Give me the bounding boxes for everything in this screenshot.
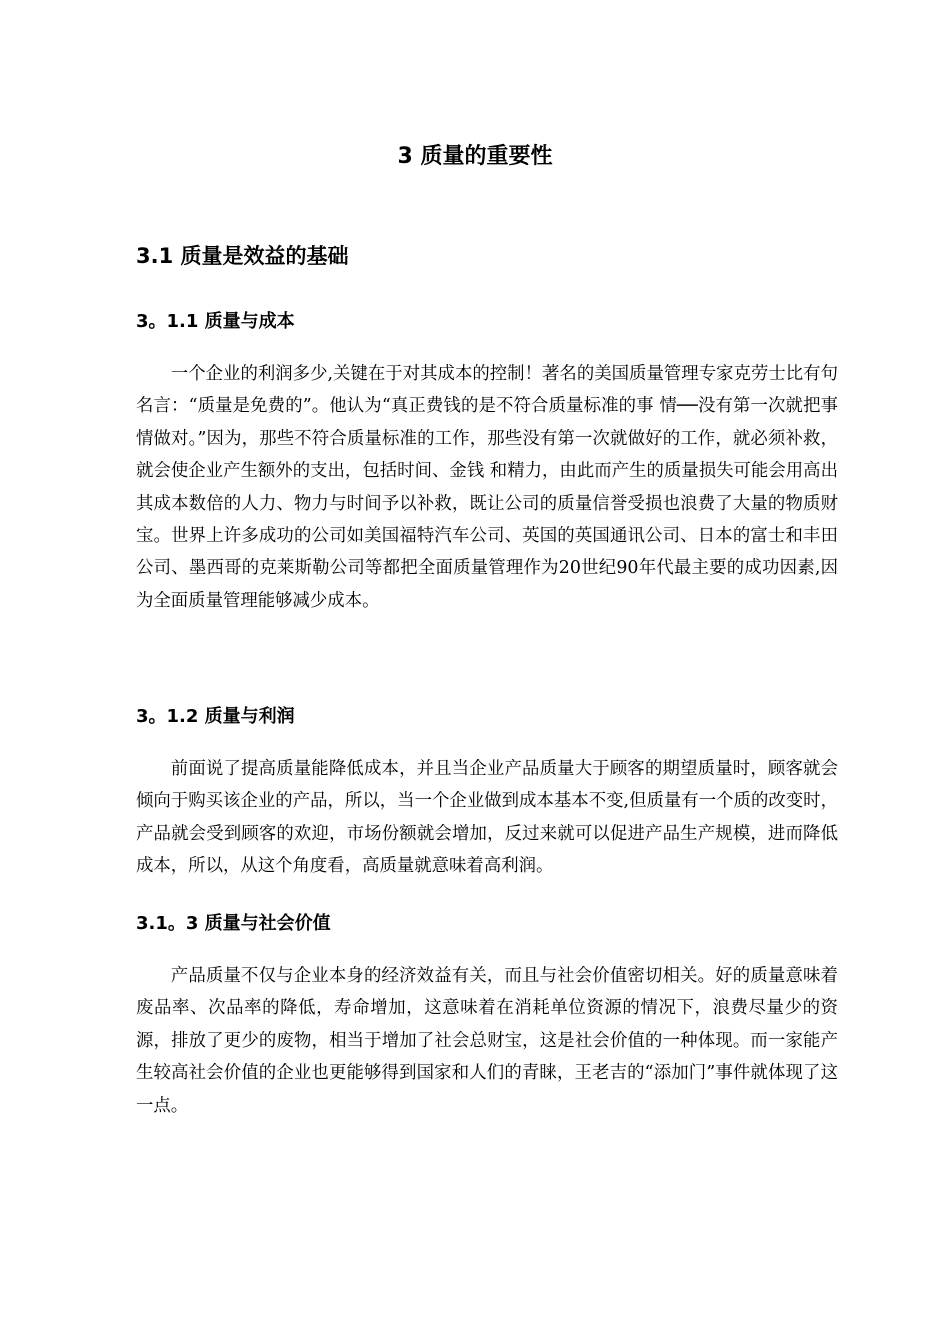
- subsection-heading-3-1-2: 3。1.2 质量与利润: [136, 706, 295, 727]
- paragraph-quality-cost: 一个企业的利润多少,关键在于对其成本的控制！著名的美国质量管理专家克劳士比有句名言：“质量是免费的”。他认为“真正费钱的是不符合质量标准的事 情──没有第一次就把事情做对。”因为，那些不符合质量标准的工作，那些没有第一次就做好的工作，就必须补救，就会使企业产生额外的支出，包括时间、金钱 和精力，由此而产生的质量损失可能会用高出其成本数倍的人力、物力与时间予以补救，既让公司的质量信誉受损也浪费了大量的物质财宝。世界上许多成功的公司如美国福特汽车公司、英国的英国通讯公司、日本的富士和丰田公司、墨西哥的克莱斯勒公司等都把全面质量管理作为20世纪90年代最主要的成功因素,因为全面质量管理能够减少成本。: [136, 364, 838, 611]
- paragraph-quality-profit: 前面说了提高质量能降低成本，并且当企业产品质量大于顾客的期望质量时，顾客就会倾向于购买该企业的产品，所以，当一个企业做到成本基本不变,但质量有一个质的改变时，产品就会受到顾客的欢迎，市场份额就会增加，反过来就可以促进产品生产规模，进而降低成本，所以，从这个角度看，高质量就意味着高利润。: [136, 759, 838, 877]
- subsection-heading-3-1-1: 3。1.1 质量与成本: [136, 311, 295, 332]
- section-heading-3-1: 3.1 质量是效益的基础: [136, 244, 349, 268]
- subsection-heading-3-1-3: 3.1。3 质量与社会价值: [136, 913, 331, 934]
- paragraph-quality-social-value: 产品质量不仅与企业本身的经济效益有关，而且与社会价值密切相关。好的质量意味着废品率、次品率的降低，寿命增加，这意味着在消耗单位资源的情况下，浪费尽量少的资源，排放了更少的废物，相当于增加了社会总财宝，这是社会价值的一种体现。而一家能产生较高社会价值的企业也更能够得到国家和人们的青睐，王老吉的“添加门”事件就体现了这一点。: [136, 966, 838, 1116]
- chapter-title: 3 质量的重要性: [397, 144, 553, 169]
